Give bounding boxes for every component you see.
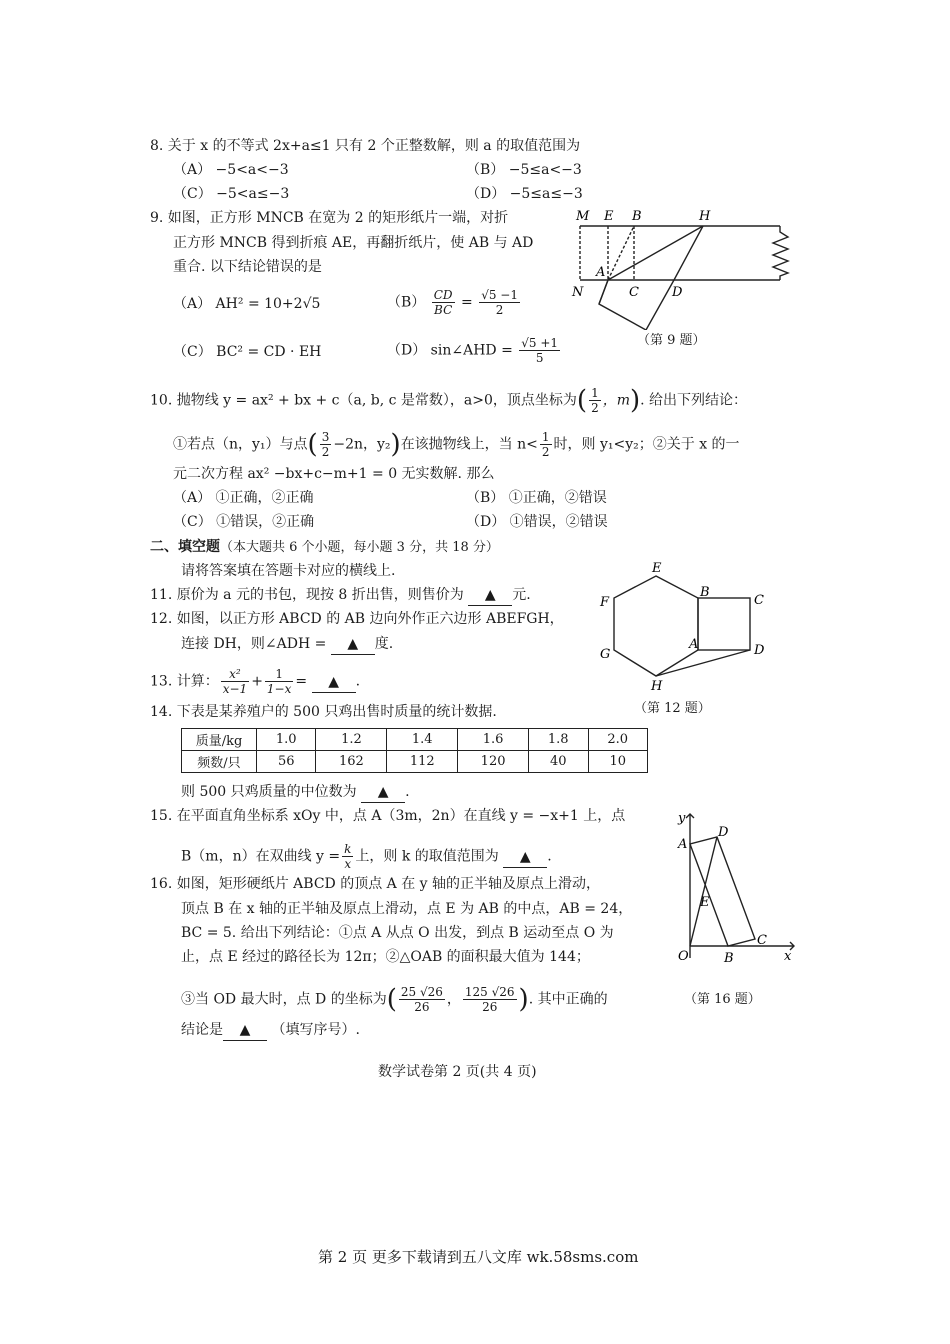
- fig12-label-f: F: [600, 595, 610, 610]
- table-cell: 40: [529, 751, 588, 773]
- fig16-label-a: A: [678, 837, 688, 852]
- fig16-label-d: D: [718, 825, 729, 840]
- q8-option-a: （A） −5<a<−3: [173, 162, 289, 178]
- fig9-label-h: H: [699, 209, 711, 224]
- fig9-label-m: M: [576, 209, 590, 224]
- page-label: 数学试卷第 2 页(共 4 页): [378, 1064, 537, 1080]
- q14-answer-blank[interactable]: ▲: [361, 782, 405, 803]
- table-cell: 1.8: [529, 729, 588, 751]
- q9-d-fraction: $\frac{√5 +1}{5}$: [521, 336, 559, 365]
- q10-option-d: （D） ①错误，②错误: [466, 514, 608, 530]
- fig9-label-a: A: [596, 265, 606, 280]
- q9-option-b: （B） $\frac{CD}{BC}$ = $\frac{√5 -1}{2}$: [387, 288, 518, 317]
- q9-b-rhs-fraction: $\frac{√5 -1}{2}$: [481, 288, 518, 317]
- section-2-header: [150, 537, 499, 558]
- q10-line2: ①若点（n，y₁）与点( $\frac{3}{2}$ −2n，y₂)在该抛物线上，当 n< $\frac{1}{2}$ 时，则 y₁<y₂；②关于 x 的一: [173, 429, 740, 460]
- q10-point-fraction: $\frac{3}{2}$: [321, 430, 330, 459]
- table-cell: 112: [387, 751, 458, 773]
- q11-answer-blank[interactable]: ▲: [468, 585, 512, 606]
- q10-n-fraction: $\frac{1}{2}$: [541, 430, 550, 459]
- q13-answer-blank[interactable]: ▲: [312, 672, 356, 693]
- download-footer: 第 2 页 更多下载请到五八文库 wk.58sms.com: [318, 1248, 639, 1266]
- fig9-label-b: B: [632, 209, 642, 224]
- table-cell: 162: [316, 751, 387, 773]
- q13-fraction-1: $\frac{\text{x²}}{x-1}$: [222, 667, 248, 696]
- q16-line3: BC = 5. 给出下列结论：①点 A 从点 O 出发，到点 B 运动至点 O 为: [181, 925, 614, 941]
- table-cell: 1.2: [316, 729, 387, 751]
- figure-16-caption: （第 16 题）: [684, 992, 761, 1007]
- q13-fraction-2: $\frac{1}{1-x}$: [266, 667, 292, 696]
- q10-line3: 元二次方程 ax² −bx+c−m+1 = 0 无实数解. 那么: [173, 466, 495, 482]
- q16-line2: 顶点 B 在 x 轴的正半轴及原点上滑动，点 E 为 AB 的中点，AB = 24，: [181, 901, 633, 917]
- fig12-label-h: H: [651, 679, 663, 694]
- q12-line1: 12. 如图，以正方形 ABCD 的 AB 边向外作正六边形 ABEFGH，: [150, 611, 564, 627]
- table-cell: 120: [458, 751, 529, 773]
- figure-16-diagram: [670, 808, 800, 972]
- q16-y-fraction: $\frac{125 √26}{26}$: [464, 985, 515, 1014]
- q16-line6: 结论是 ▲ （填写序号）.: [181, 1020, 360, 1041]
- fig12-label-c: C: [754, 593, 764, 608]
- table-cell: 频数/只: [182, 751, 257, 773]
- q10-line1: 10. 抛物线 y = ax² + bx + c（a, b, c 是常数），a>0，顶点坐标为( $\frac{1}{2}$ ，m). 给出下列结论：: [150, 385, 748, 416]
- fig12-label-a: A: [689, 637, 699, 652]
- q15-fraction: $\frac{k}{x}$: [344, 842, 352, 871]
- figure-9-caption: （第 9 题）: [637, 333, 706, 348]
- q8-option-b: （B） −5≤a<−3: [466, 162, 582, 178]
- table-cell: 2.0: [588, 729, 648, 751]
- fig12-label-e: E: [652, 561, 662, 576]
- fig9-label-n: N: [572, 285, 584, 300]
- section-2-note: （本大题共 6 个小题，每小题 3 分，共 18 分）: [220, 540, 499, 555]
- table-cell: 1.6: [458, 729, 529, 751]
- q9-b-lhs-fraction: $\frac{CD}{BC}$: [433, 288, 453, 317]
- q9-option-d: （D） sin∠AHD = $\frac{√5 +1}{5}$: [387, 336, 559, 365]
- table-cell: 10: [588, 751, 648, 773]
- fig12-label-g: G: [600, 647, 611, 662]
- section-2-instruction: 请将答案填在答题卡对应的横线上.: [181, 563, 396, 579]
- q16-line4: 止，点 E 经过的路径长为 12π；②△OAB 的面积最大值为 144；: [181, 949, 590, 965]
- q10-option-b: （B） ①正确，②错误: [466, 490, 607, 506]
- fig9-label-d: D: [672, 285, 683, 300]
- q16-line5: ③当 OD 最大时，点 D 的坐标为( $\frac{25 √26}{26}$ ， $\frac{125 √26}{26}$ ). 其中正确的: [181, 984, 608, 1015]
- figure-12-caption: （第 12 题）: [634, 701, 711, 716]
- fig16-label-x: x: [784, 949, 792, 964]
- fig9-label-e: E: [604, 209, 614, 224]
- table-row: [182, 729, 648, 751]
- q9-option-a: （A） AH² = 10+2√5: [173, 296, 321, 312]
- q14-stem: 14. 下表是某养殖户的 500 只鸡出售时质量的统计数据.: [150, 704, 497, 720]
- q14-data-table: [181, 728, 648, 773]
- fig16-label-o: O: [678, 949, 689, 964]
- q9-option-c: （C） BC² = CD · EH: [173, 344, 322, 360]
- q9-option-b-label: （B）: [387, 294, 426, 311]
- q10-option-c: （C） ①错误，②正确: [173, 514, 315, 530]
- q8-option-d: （D） −5≤a≤−3: [466, 186, 583, 202]
- q9-line3: 重合. 以下结论错误的是: [173, 259, 322, 275]
- table-cell: 1.4: [387, 729, 458, 751]
- fig9-label-c: C: [629, 285, 639, 300]
- q13: 13. 计算： $\frac{\text{x²}}{x-1}$ + $\frac{1}{1-x}$ = ▲ .: [150, 667, 361, 696]
- table-cell: 56: [257, 751, 316, 773]
- q11: 11. 原价为 a 元的书包，现按 8 折出售，则售价为 ▲ 元.: [150, 585, 531, 606]
- q16-answer-blank[interactable]: ▲: [223, 1020, 267, 1041]
- table-row: [182, 751, 648, 773]
- fig16-label-e: E: [700, 895, 710, 910]
- section-2-title: 二、填空题: [150, 539, 220, 555]
- figure-9-diagram: [570, 206, 800, 330]
- q16-line1: 16. 如图，矩形硬纸片 ABCD 的顶点 A 在 y 轴的正半轴及原点上滑动，: [150, 876, 601, 892]
- q8-option-c: （C） −5<a≤−3: [173, 186, 290, 202]
- q9-line1: 9. 如图，正方形 MNCB 在宽为 2 的矩形纸片一端，对折: [150, 210, 509, 226]
- q10-vertex-fraction: $\frac{1}{2}$: [591, 386, 599, 415]
- fig12-label-d: D: [754, 643, 765, 658]
- q15-line1: 15. 在平面直角坐标系 xOy 中，点 A（3m，2n）在直线 y = −x+1 上，点: [150, 808, 626, 824]
- q9-line2: 正方形 MNCB 得到折痕 AE，再翻折纸片，使 AB 与 AD: [173, 235, 534, 251]
- fig16-label-b: B: [724, 951, 734, 966]
- fig12-label-b: B: [700, 585, 710, 600]
- table-cell: 1.0: [257, 729, 316, 751]
- table-cell: 质量/kg: [182, 729, 257, 751]
- q12-line2: 连接 DH，则∠ADH = ▲ 度.: [181, 634, 393, 655]
- q8-stem: 8. 关于 x 的不等式 2x+a≤1 只有 2 个正整数解，则 a 的取值范围为: [150, 138, 581, 154]
- fig16-label-c: C: [757, 933, 767, 948]
- q15-answer-blank[interactable]: ▲: [503, 847, 547, 868]
- q16-x-fraction: $\frac{25 √26}{26}$: [400, 985, 443, 1014]
- q10-option-a: （A） ①正确，②正确: [173, 490, 314, 506]
- q12-answer-blank[interactable]: ▲: [331, 634, 375, 655]
- fig16-label-y: y: [678, 811, 686, 826]
- q14-question: 则 500 只鸡质量的中位数为 ▲ .: [181, 782, 410, 803]
- figure-12-diagram: [596, 558, 771, 694]
- q15-line2: B（m，n）在双曲线 y = $\frac{k}{x}$ 上，则 k 的取值范围为 ▲ .: [181, 842, 552, 871]
